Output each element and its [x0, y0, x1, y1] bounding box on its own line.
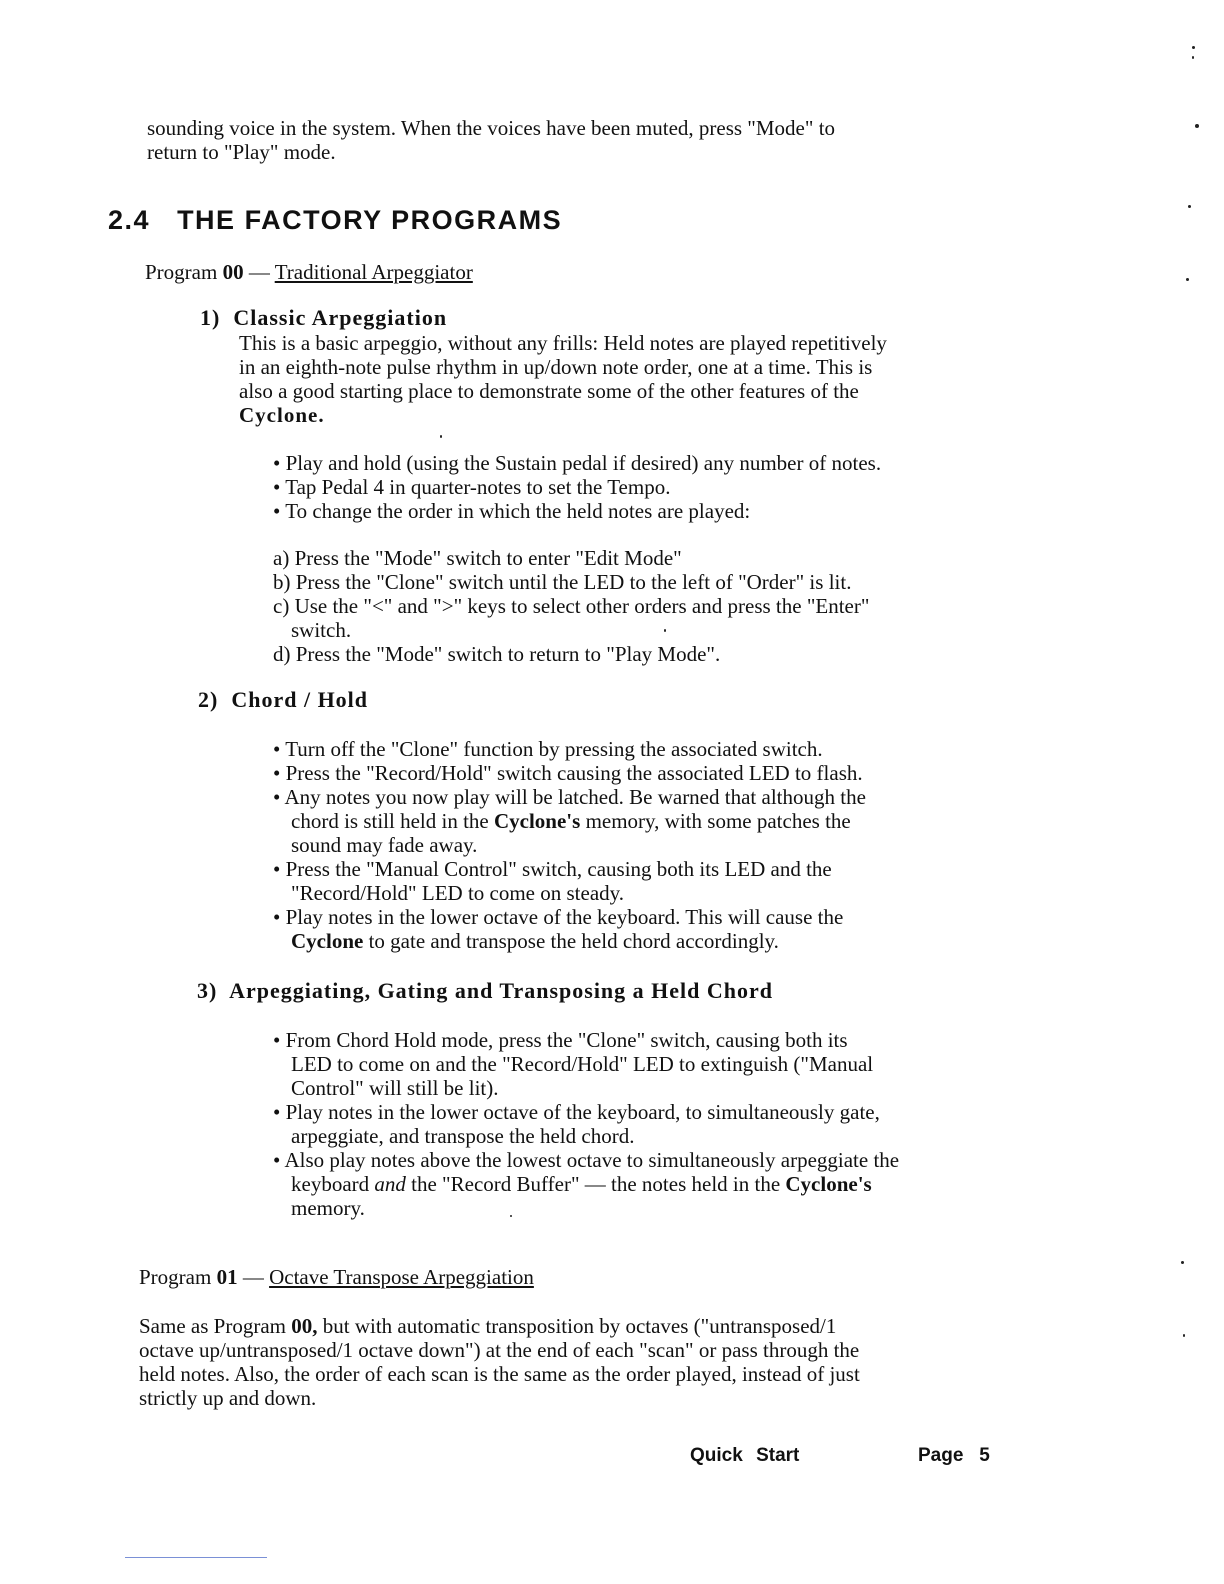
- scan-speck: [664, 629, 666, 632]
- sub-2-heading: [198, 688, 368, 712]
- sub-2-line-4: [291, 809, 851, 833]
- sub-2-line-6: • Press the "Manual Control" switch, causing both its LED and the: [273, 857, 832, 881]
- sub-1-step-d: d) Press the "Mode" switch to return to "Play Mode".: [273, 642, 721, 666]
- section-number: 2.4: [108, 205, 151, 235]
- sub-2-line-1: • Turn off the "Clone" function by pressing the associated switch.: [273, 737, 823, 761]
- sub-3-line-6: • Also play notes above the lowest octave to simultaneously arpeggiate the: [273, 1148, 900, 1172]
- sub-3-line-4: • Play notes in the lower octave of the keyboard, to simultaneously gate,: [273, 1100, 880, 1124]
- footer-page: [918, 1445, 990, 1467]
- sub-1-para-line-1: This is a basic arpeggio, without any frills: Held notes are played repetitively: [239, 331, 887, 355]
- program-01-number: 01: [216, 1265, 238, 1289]
- sub-2-line-9b: to gate and transpose the held chord accordingly.: [368, 929, 779, 953]
- program-01-prefix: Program: [139, 1265, 212, 1289]
- scan-speck: [440, 435, 442, 438]
- sub-2-line-9: [291, 929, 779, 953]
- program-01-para-1a: Same as Program: [139, 1314, 286, 1338]
- sub-1-step-c-cont: switch.: [291, 618, 352, 642]
- program-01-title: Octave Transpose Arpeggiation: [269, 1265, 534, 1289]
- scan-speck: [1192, 46, 1195, 49]
- sub-2-line-4a: chord is still held in the: [291, 809, 489, 833]
- sub-2-line-5: sound may fade away.: [291, 833, 478, 857]
- sub-1-bullet-3: • To change the order in which the held notes are played:: [273, 499, 751, 523]
- program-00-prefix: Program: [145, 260, 218, 284]
- bottom-rule: [125, 1557, 267, 1558]
- sub-1-number: 1): [200, 305, 221, 330]
- footer-label: Quick Start: [690, 1445, 800, 1466]
- sub-3-line-2: LED to come on and the "Record/Hold" LED to extinguish ("Manual: [291, 1052, 874, 1076]
- program-01-para-line-4: strictly up and down.: [139, 1386, 317, 1410]
- scan-speck: [1181, 1261, 1184, 1264]
- program-01-para-line-3: held notes. Also, the order of each scan is the same as the order played, instead of just: [139, 1362, 860, 1386]
- section-title: THE FACTORY PROGRAMS: [177, 205, 563, 235]
- sub-1-para-line-2: in an eighth-note pulse rhythm in up/down note order, one at a time. This is: [239, 355, 873, 379]
- sub-1-para-cyclone: Cyclone.: [239, 403, 325, 427]
- footer-page-number: 5: [979, 1445, 990, 1466]
- program-00-title: Traditional Arpeggiator: [274, 260, 473, 284]
- footer-page-label: Page: [918, 1445, 964, 1466]
- program-01-header: [139, 1265, 534, 1289]
- section-heading: [108, 205, 562, 236]
- sub-3-line-7b: the "Record Buffer" — the notes held in the: [411, 1172, 781, 1196]
- sub-2-number: 2): [198, 687, 219, 712]
- sub-3-line-1: • From Chord Hold mode, press the "Clone" switch, causing both its: [273, 1028, 848, 1052]
- sub-3-and: and: [374, 1172, 406, 1196]
- scan-speck: [1186, 278, 1189, 281]
- program-01-para-line-2: octave up/untransposed/1 octave down") at the end of each "scan" or pass through the: [139, 1338, 860, 1362]
- sub-1-para-line-3: also a good starting place to demonstrate some of the other features of the: [239, 379, 859, 403]
- sub-1-step-a: a) Press the "Mode" switch to enter "Edit Mode": [273, 546, 682, 570]
- scan-speck: [1188, 205, 1191, 208]
- scan-speck: [1183, 1334, 1185, 1337]
- program-01-dash: —: [242, 1265, 264, 1289]
- sub-2-cyclone-2: Cyclone: [291, 929, 364, 953]
- scan-speck: [1192, 56, 1194, 59]
- sub-1-title: Classic Arpeggiation: [233, 305, 448, 330]
- program-01-para-1b: but with automatic transposition by octaves ("untransposed/1: [322, 1314, 837, 1338]
- program-00-dash: —: [248, 260, 270, 284]
- sub-2-cyclone-1: Cyclone's: [493, 809, 581, 833]
- sub-1-step-b: b) Press the "Clone" switch until the LED to the left of "Order" is lit.: [273, 570, 852, 594]
- sub-2-title: Chord / Hold: [231, 687, 369, 712]
- sub-2-line-4b: memory, with some patches the: [585, 809, 851, 833]
- sub-1-step-c: c) Use the "<" and ">" keys to select other orders and press the "Enter": [273, 594, 870, 618]
- sub-3-number: 3): [197, 978, 218, 1003]
- sub-3-line-5: arpeggiate, and transpose the held chord.: [291, 1124, 635, 1148]
- sub-1-bullet-2: • Tap Pedal 4 in quarter-notes to set the Tempo.: [273, 475, 671, 499]
- program-00-number: 00: [222, 260, 244, 284]
- sub-3-line-3: Control" will still be lit).: [291, 1076, 499, 1100]
- sub-3-line-7: [291, 1172, 872, 1196]
- sub-2-line-7: "Record/Hold" LED to come on steady.: [291, 881, 625, 905]
- sub-1-heading: [200, 306, 447, 330]
- sub-3-title: Arpeggiating, Gating and Transposing a Held Chord: [229, 978, 774, 1003]
- scan-speck: [510, 1215, 512, 1217]
- intro-line-1: sounding voice in the system. When the voices have been muted, press "Mode" to: [147, 116, 836, 140]
- program-00-header: [145, 260, 473, 284]
- sub-3-heading: [197, 979, 773, 1003]
- sub-3-cyclone: Cyclone's: [785, 1172, 872, 1196]
- program-01-para-line-1: [139, 1314, 836, 1338]
- program-01-para-00: 00,: [291, 1314, 318, 1338]
- sub-2-line-3: • Any notes you now play will be latched. Be warned that although the: [273, 785, 866, 809]
- intro-line-2: return to "Play" mode.: [147, 140, 336, 164]
- sub-1-bullet-1: • Play and hold (using the Sustain pedal if desired) any number of notes.: [273, 451, 882, 475]
- sub-3-line-7a: keyboard: [291, 1172, 370, 1196]
- sub-3-line-8: memory.: [291, 1196, 365, 1220]
- scan-speck: [1195, 124, 1199, 128]
- sub-2-line-2: • Press the "Record/Hold" switch causing the associated LED to flash.: [273, 761, 863, 785]
- sub-2-line-8: • Play notes in the lower octave of the keyboard. This will cause the: [273, 905, 844, 929]
